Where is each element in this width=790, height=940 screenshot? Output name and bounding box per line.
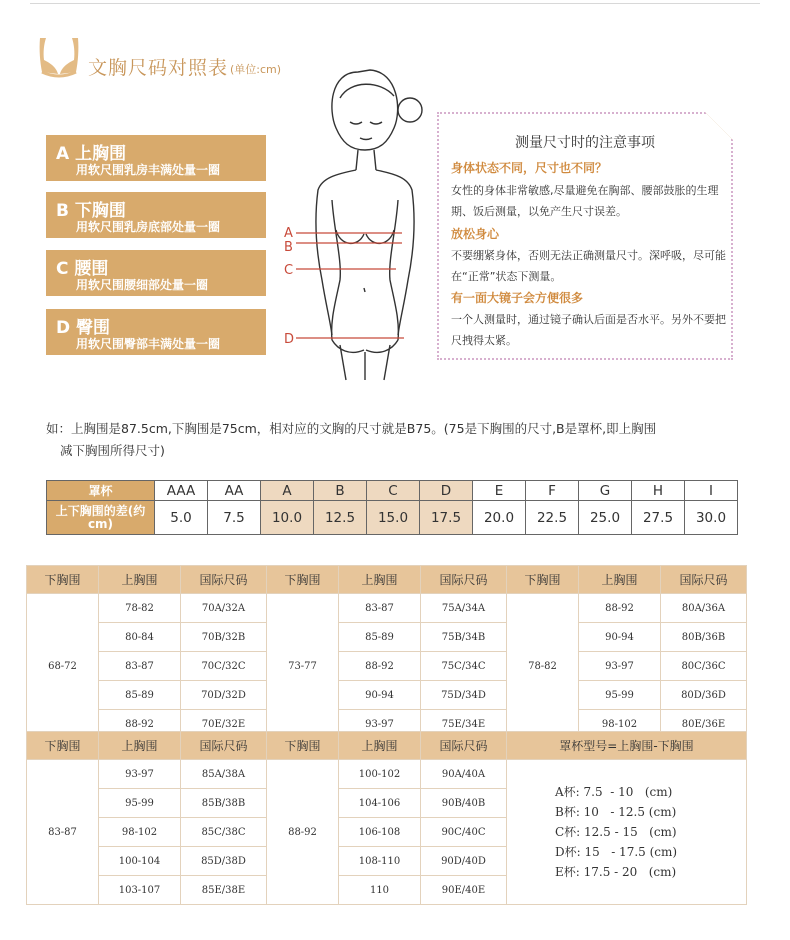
intl-size-cell: 70E/32E: [181, 710, 267, 739]
formula-line: C杯: 12.5 - 15 (cm): [555, 825, 677, 839]
measure-desc: 用软尺围乳房丰满处量一圈: [76, 163, 221, 177]
over-bust-cell: 98-102: [99, 818, 181, 847]
marker-d: D: [284, 332, 295, 347]
marker-c: C: [284, 263, 294, 278]
over-bust-cell: 85-89: [99, 681, 181, 710]
diff-cell: 7.5: [208, 501, 261, 535]
intl-size-cell: 80C/36C: [661, 652, 747, 681]
cup-row: [47, 481, 738, 501]
over-bust-cell: 98-102: [579, 710, 661, 739]
size-column-header: 下胸围: [27, 732, 99, 760]
notes-title: 测量尺寸时的注意事项: [515, 135, 655, 151]
intl-size-cell: 70D/32D: [181, 681, 267, 710]
table-row: [27, 594, 747, 623]
intl-size-cell: 85D/38D: [181, 847, 267, 876]
measure-desc: 用软尺围臀部丰满处量一圈: [76, 337, 221, 351]
measure-box-c: [46, 250, 266, 296]
size-header-row: [27, 566, 747, 594]
table-row: [27, 652, 747, 681]
measure-desc: 用软尺围腰细部处量一圈: [76, 278, 209, 292]
over-bust-cell: 100-102: [339, 760, 421, 789]
body-figure-illustration: [270, 50, 440, 385]
cup-cell: AAA: [155, 481, 208, 501]
cup-row-label: 罩杯: [47, 481, 155, 501]
measure-title: A 上胸围: [56, 144, 127, 164]
note-heading: 有一面大镜子会方便很多: [451, 291, 584, 305]
cup-formula-header: 罩杯型号=上胸围-下胸围: [507, 732, 747, 760]
over-bust-cell: 88-92: [339, 652, 421, 681]
intl-size-cell: 85A/38A: [181, 760, 267, 789]
size-column-header: 下胸围: [267, 732, 339, 760]
intl-size-cell: 75A/34A: [421, 594, 507, 623]
diff-cell: 20.0: [473, 501, 526, 535]
intl-size-cell: 75D/34D: [421, 681, 507, 710]
measure-box-d: [46, 309, 266, 355]
intl-size-cell: 75E/34E: [421, 710, 507, 739]
note-heading: 放松身心: [451, 227, 500, 241]
size-table-bottom: [26, 731, 747, 905]
intl-size-cell: 85B/38B: [181, 789, 267, 818]
cup-cell: H: [632, 481, 685, 501]
over-bust-cell: 95-99: [99, 789, 181, 818]
diff-cell: 25.0: [579, 501, 632, 535]
intl-size-cell: 90E/40E: [421, 876, 507, 905]
example-line: 减下胸围所得尺寸): [60, 443, 165, 458]
size-column-header: 国际尺码: [181, 566, 267, 594]
example-line: 如：上胸围是87.5cm,下胸围是75cm，相对应的文胸的尺寸就是B75。(75是下胸围的尺寸,B是罩杯,即上胸围: [46, 421, 657, 436]
size-column-header: 上胸围: [579, 566, 661, 594]
intl-size-cell: 90D/40D: [421, 847, 507, 876]
size-column-header: 下胸围: [267, 566, 339, 594]
diff-cell: 22.5: [526, 501, 579, 535]
bra-icon: [36, 36, 82, 80]
intl-size-cell: 75C/34C: [421, 652, 507, 681]
table-row: [27, 623, 747, 652]
measure-title: B 下胸围: [56, 201, 126, 221]
diff-cell: 27.5: [632, 501, 685, 535]
measure-box-b: [46, 192, 266, 238]
cup-cell: F: [526, 481, 579, 501]
cup-cell: G: [579, 481, 632, 501]
intl-size-cell: 80D/36D: [661, 681, 747, 710]
intl-size-cell: 90A/40A: [421, 760, 507, 789]
intl-size-cell: 75B/34B: [421, 623, 507, 652]
over-bust-cell: 83-87: [339, 594, 421, 623]
over-bust-cell: 104-106: [339, 789, 421, 818]
under-bust-cell: 68-72: [27, 594, 99, 739]
intl-size-cell: 70B/32B: [181, 623, 267, 652]
cup-cell: D: [420, 481, 473, 501]
diff-cell: 10.0: [261, 501, 314, 535]
cup-cell: A: [261, 481, 314, 501]
measure-title: D 臀围: [56, 318, 111, 338]
diff-cell: 17.5: [420, 501, 473, 535]
size-column-header: 上胸围: [339, 732, 421, 760]
over-bust-cell: 78-82: [99, 594, 181, 623]
marker-a: A: [284, 226, 293, 241]
over-bust-cell: 110: [339, 876, 421, 905]
cup-cell: E: [473, 481, 526, 501]
formula-line: D杯: 15 - 17.5 (cm): [555, 845, 678, 859]
diff-cell: 5.0: [155, 501, 208, 535]
measure-box-a: [46, 135, 266, 181]
intl-size-cell: 70C/32C: [181, 652, 267, 681]
example-text: [46, 418, 746, 462]
size-column-header: 国际尺码: [661, 566, 747, 594]
diff-cell: 30.0: [685, 501, 738, 535]
over-bust-cell: 88-92: [99, 710, 181, 739]
cup-cell: B: [314, 481, 367, 501]
over-bust-cell: 88-92: [579, 594, 661, 623]
marker-b: B: [284, 240, 293, 255]
over-bust-cell: 90-94: [579, 623, 661, 652]
diff-row-label: 上下胸围的差(约cm): [47, 501, 155, 535]
cup-difference-table: [46, 480, 738, 535]
size-column-header: 国际尺码: [421, 566, 507, 594]
under-bust-cell: 78-82: [507, 594, 579, 739]
intl-size-cell: 80E/36E: [661, 710, 747, 739]
under-bust-cell: 83-87: [27, 760, 99, 905]
over-bust-cell: 93-97: [99, 760, 181, 789]
size-column-header: 下胸围: [27, 566, 99, 594]
over-bust-cell: 93-97: [579, 652, 661, 681]
table-row: [27, 681, 747, 710]
formula-line: A杯: 7.5 - 10 (cm): [555, 785, 673, 799]
formula-line: E杯: 17.5 - 20 (cm): [555, 865, 677, 879]
top-divider: [30, 0, 760, 4]
cup-formula-cell: [507, 760, 747, 905]
note-text: 一个人测量时，通过镜子确认后面是否水平。另外不要把尺拽得太紧。: [451, 313, 726, 347]
under-bust-cell: 73-77: [267, 594, 339, 739]
over-bust-cell: 85-89: [339, 623, 421, 652]
cup-cell: AA: [208, 481, 261, 501]
note-heading: 身体状态不同，尺寸也不同？: [451, 161, 608, 175]
measurement-notes-panel: [437, 112, 733, 360]
intl-size-cell: 70A/32A: [181, 594, 267, 623]
intl-size-cell: 80A/36A: [661, 594, 747, 623]
intl-size-cell: 85C/38C: [181, 818, 267, 847]
over-bust-cell: 93-97: [339, 710, 421, 739]
page-header: [36, 30, 281, 80]
over-bust-cell: 108-110: [339, 847, 421, 876]
size-column-header: 国际尺码: [421, 732, 507, 760]
intl-size-cell: 80B/36B: [661, 623, 747, 652]
intl-size-cell: 85E/38E: [181, 876, 267, 905]
table-row: [27, 760, 747, 789]
measure-title: C 腰围: [56, 259, 109, 279]
diff-cell: 15.0: [367, 501, 420, 535]
size-column-header: 国际尺码: [181, 732, 267, 760]
over-bust-cell: 106-108: [339, 818, 421, 847]
over-bust-cell: 95-99: [579, 681, 661, 710]
formula-line: B杯: 10 - 12.5 (cm): [555, 805, 677, 819]
over-bust-cell: 83-87: [99, 652, 181, 681]
size-column-header: 上胸围: [339, 566, 421, 594]
over-bust-cell: 100-104: [99, 847, 181, 876]
cup-cell: C: [367, 481, 420, 501]
size-table-top: [26, 565, 747, 739]
over-bust-cell: 80-84: [99, 623, 181, 652]
unit-label: (单位:cm): [230, 63, 282, 76]
size-header-row: [27, 732, 747, 760]
intl-size-cell: 90B/40B: [421, 789, 507, 818]
note-text: 女性的身体非常敏感,尽量避免在胸部、腰部鼓胀的生理期、饭后测量，以免产生尺寸误差。: [451, 184, 719, 218]
diff-cell: 12.5: [314, 501, 367, 535]
under-bust-cell: 88-92: [267, 760, 339, 905]
over-bust-cell: 90-94: [339, 681, 421, 710]
over-bust-cell: 103-107: [99, 876, 181, 905]
size-column-header: 上胸围: [99, 732, 181, 760]
page-title: 文胸尺码对照表: [88, 57, 229, 79]
size-column-header: 上胸围: [99, 566, 181, 594]
size-column-header: 下胸围: [507, 566, 579, 594]
cup-cell: I: [685, 481, 738, 501]
diff-row: [47, 501, 738, 535]
intl-size-cell: 90C/40C: [421, 818, 507, 847]
note-text: 不要绷紧身体，否则无法正确测量尺寸。深呼吸，尽可能在“正常”状态下测量。: [451, 249, 726, 283]
measure-desc: 用软尺围乳房底部处量一圈: [76, 220, 221, 234]
